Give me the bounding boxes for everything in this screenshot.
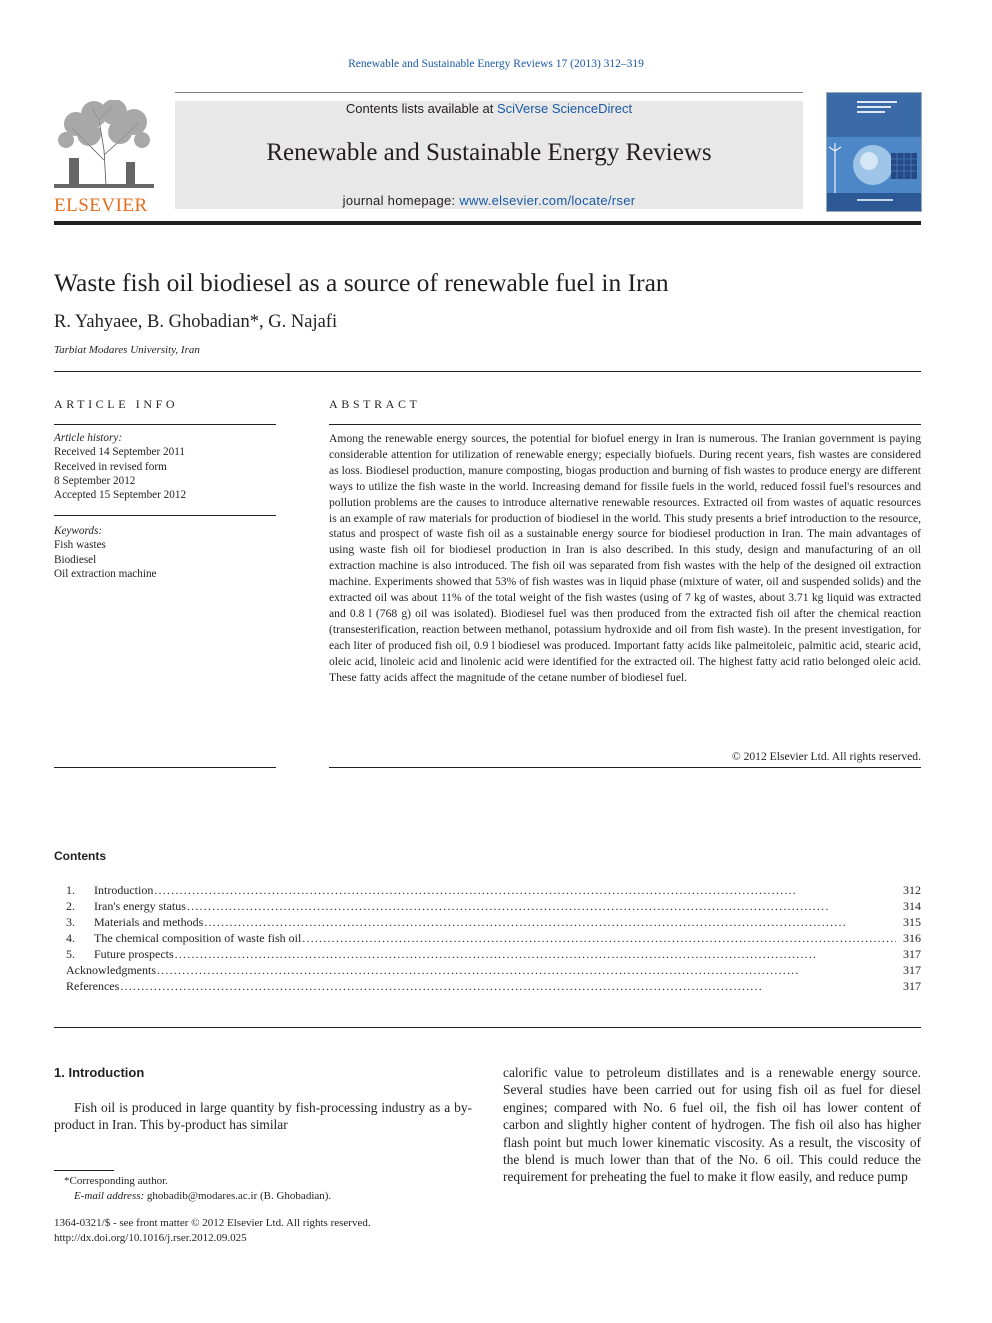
toc-page: 316 xyxy=(903,931,921,945)
masthead-top-rule xyxy=(175,92,803,93)
toc-title: Iran's energy status xyxy=(94,899,186,913)
abstract-text: Among the renewable energy sources, the potential for biofuel energy in Iran is numerous. The Iranian government is paying considerable attention for utilization of renewable energy; especially biofuels. During recent years, fish wastes are considered as loss. Biodiesel production, manure composting, biogas production and burning of fish wastes to produce energy are different ways to utilize the fish waste in the world. Increasing demand for fissile fuels in the world, reduced fossil fuel's resources and pollution problems are the causes to introduce alternative renewable resources. Extracted oil from wastes of aquatic resources is an example of raw materials for production of biodiesel in the world. This study presents a brief introduction to the resource, status and prospect of waste fish oil as a sustainable energy source for biodiesel production in Iran. The main advantages of using waste fish oil for biodiesel production in Iran is also described. In this study, design and manufacturing of an oil extraction machine is also introduced. The fish oil was separated from fish wastes with the help of the designed oil extraction machine. Experiments showed that 53% of fish wastes was in liquid phase (mixture of water, oil and suspended solids) and the extracted oil was about 11% of the total weight of the fish wastes (using of 7 kg of wastes, about 3.71 kg liquid was extracted and 0.8 l (768 g) oil was isolated). Biodiesel fuel was then produced from the extracted fish oil after the chemical reaction (transesterification, reaction between methanol, potassium hydroxide and oil from fish waste). In the present investigation, for each liter of produced fish oil, 0.9 l biodiesel was produced. Important fatty acids like palmeitoleic, palmitic acid, stearic acid, oleic acid, linoleic acid and linolenic acid were identified for the extracted oil. The highest fatty acid ratio belonged oleic acid. These fatty acids affect the magnitude of the cetane number of biodiesel fuel. xyxy=(329,432,921,684)
email-address[interactable]: ghobadib@modares.ac.ir (B. Ghobadian). xyxy=(146,1190,332,1202)
article-history xyxy=(54,431,276,502)
journal-homepage xyxy=(175,193,803,208)
toc-leader xyxy=(187,899,896,914)
journal-title: Renewable and Sustainable Energy Reviews xyxy=(266,139,712,166)
toc-leader xyxy=(204,915,896,930)
toc-page: 317 xyxy=(903,947,921,961)
doi-link[interactable]: http://dx.doi.org/10.1016/j.rser.2012.09.025 xyxy=(54,1232,247,1244)
article-title: Waste fish oil biodiesel as a source of renewable fuel in Iran xyxy=(54,268,669,297)
contents-bottom-rule xyxy=(54,1027,921,1028)
introduction-heading: 1. Introduction xyxy=(54,1065,145,1080)
abstract-copyright: © 2012 Elsevier Ltd. All rights reserved. xyxy=(731,750,921,763)
history-item: Accepted 15 September 2012 xyxy=(54,489,187,502)
toc-leader xyxy=(175,947,896,962)
toc-title: Acknowledgments xyxy=(66,963,156,977)
toc-entry-materials-methods[interactable] xyxy=(66,915,921,931)
keywords-label: Keywords: xyxy=(54,525,103,537)
homepage-prefix: journal homepage: xyxy=(342,193,460,208)
keyword: Fish wastes xyxy=(54,539,106,552)
toc-title: Materials and methods xyxy=(94,915,204,929)
journal-citation[interactable]: Renewable and Sustainable Energy Reviews 17 (2013) 312–319 xyxy=(348,58,644,70)
contents-heading: Contents xyxy=(54,849,106,863)
article-info-bottom-rule xyxy=(54,767,276,768)
toc-leader xyxy=(302,931,896,946)
toc-number: 3. xyxy=(66,915,75,929)
header-thick-rule xyxy=(54,221,921,225)
toc-number: 2. xyxy=(66,899,75,913)
footnote-rule xyxy=(54,1170,114,1171)
toc-title: Introduction xyxy=(94,883,154,897)
abstract-bottom-rule xyxy=(329,767,921,768)
keyword: Biodiesel xyxy=(54,553,97,566)
article-info-middle-rule xyxy=(54,515,276,516)
issn-line: 1364-0321/$ - see front matter © 2012 Elsevier Ltd. All rights reserved. xyxy=(54,1217,371,1229)
article-info-heading: ARTICLE INFO xyxy=(54,397,179,411)
keyword: Oil extraction machine xyxy=(54,567,157,580)
corresponding-author-note xyxy=(54,1174,472,1189)
history-item: Received in revised form xyxy=(54,460,167,473)
asterisk-icon: * xyxy=(64,1175,70,1187)
keywords-block xyxy=(54,524,276,581)
front-matter xyxy=(54,1216,472,1246)
toc-leader xyxy=(154,883,896,898)
toc-page: 317 xyxy=(903,979,921,993)
homepage-link[interactable]: www.elsevier.com/locate/rser xyxy=(459,193,636,208)
title-separator-rule xyxy=(54,371,921,372)
journal-cover-image xyxy=(827,93,921,211)
right-column-paragraph: calorific value to petroleum distillates and is a renewable energy source. Several studies have been carried out for using fish oil as fuel for diesel engines; compared with No. 6 fuel oil, the fish oil has lower content of carbon and slightly higher content of hydrogen. The fish oil also has higher flash point but much lower kinematic viscosity. As a result, the viscosity of the blend is much lower than that of the No. 6 oil. This could reduce the requirement for preheating the fuel to make it flow easily, and reduce pump xyxy=(503,1065,921,1185)
toc-page: 314 xyxy=(903,899,921,913)
email-note xyxy=(54,1189,472,1204)
email-label: E-mail address: xyxy=(74,1190,145,1202)
author-list: R. Yahyaee, B. Ghobadian*, G. Najafi xyxy=(54,312,338,332)
toc-leader xyxy=(157,963,896,978)
history-item: Received 14 September 2011 xyxy=(54,446,185,459)
toc-entry-future-prospects[interactable] xyxy=(66,947,921,963)
toc-title: Future prospects xyxy=(94,947,174,961)
toc-entry-chemical-composition[interactable] xyxy=(66,931,921,947)
toc-number: 5. xyxy=(66,947,75,961)
abstract-top-rule xyxy=(329,424,921,425)
toc-title: The chemical composition of waste fish oil xyxy=(94,931,302,945)
toc-entry-references[interactable] xyxy=(66,979,921,995)
sciencedirect-link[interactable]: SciVerse ScienceDirect xyxy=(496,101,633,116)
elsevier-wordmark: ELSEVIER xyxy=(54,195,148,216)
toc-number: 1. xyxy=(66,883,75,897)
contents-availability xyxy=(175,101,803,116)
elsevier-logo xyxy=(54,100,154,216)
table-of-contents xyxy=(66,883,921,995)
contents-prefix: Contents lists available at xyxy=(345,101,497,116)
toc-page: 315 xyxy=(903,915,921,929)
toc-entry-energy-status[interactable] xyxy=(66,899,921,915)
toc-leader xyxy=(120,979,896,994)
introduction-paragraph: Fish oil is produced in large quantity by fish-processing industry as a by-product in Iran. This by-product has similar xyxy=(54,1100,472,1133)
toc-entry-introduction[interactable] xyxy=(66,883,921,899)
toc-entry-acknowledgments[interactable] xyxy=(66,963,921,979)
toc-title: References xyxy=(66,979,120,993)
footnote xyxy=(54,1174,472,1204)
toc-page: 317 xyxy=(903,963,921,977)
elsevier-tree-icon xyxy=(54,100,154,188)
article-info-top-rule xyxy=(54,424,276,425)
corresponding-label: Corresponding author. xyxy=(69,1175,168,1187)
abstract-heading: ABSTRACT xyxy=(329,397,421,411)
journal-cover-thumbnail xyxy=(826,92,922,212)
toc-number: 4. xyxy=(66,931,75,945)
history-item: 8 September 2012 xyxy=(54,474,136,487)
history-label: Article history: xyxy=(54,432,123,444)
affiliation: Tarbiat Modares University, Iran xyxy=(54,344,200,356)
toc-page: 312 xyxy=(903,883,921,897)
